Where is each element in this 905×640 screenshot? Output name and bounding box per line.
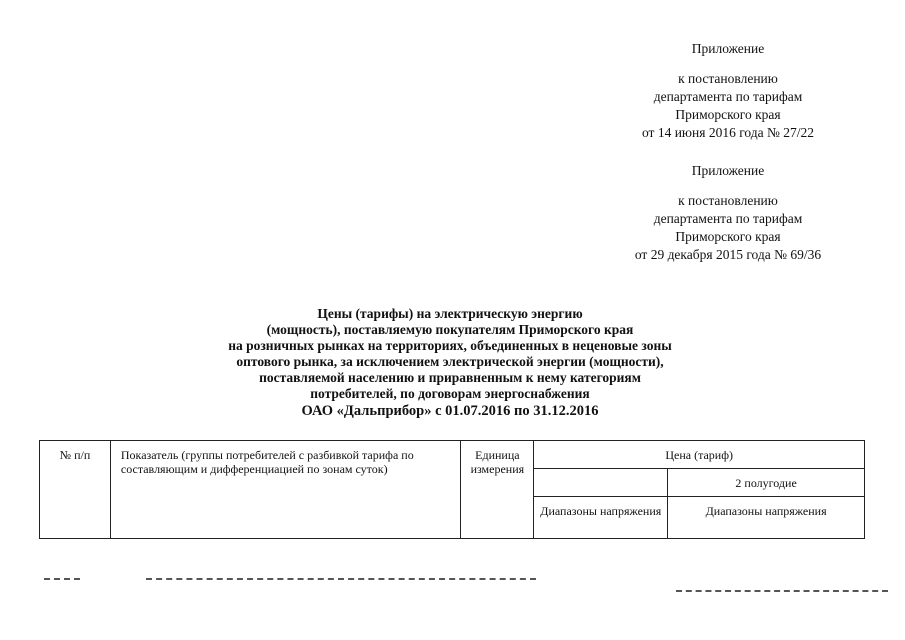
scan-dotted-line	[44, 578, 80, 580]
appendix-1-title: Приложение	[691, 41, 765, 56]
header-indicator: Показатель (группы потребителей с разбивкой тарифа по составляющим и дифференциацией по зонам суток)	[110, 441, 461, 539]
title-line: потребителей, по договорам энергоснабжения	[310, 386, 590, 401]
header-price: Цена (тариф)	[534, 441, 865, 469]
appendix-1-line: департамента по тарифам	[653, 89, 803, 104]
header-voltage-ranges-2: Диапазоны напряжения	[668, 497, 865, 539]
appendix-2-line: от 29 декабря 2015 года № 69/36	[634, 247, 822, 262]
appendix-1-line: Приморского края	[675, 107, 781, 122]
title-line: поставляемой населению и приравненным к нему категориям	[259, 370, 641, 385]
tariff-table	[39, 440, 865, 539]
appendix-block-2	[598, 162, 858, 264]
title-line: Цены (тарифы) на электрическую энергию	[317, 306, 583, 321]
header-number: № п/п	[40, 441, 111, 539]
scan-dotted-line	[676, 590, 888, 592]
header-voltage-ranges-1: Диапазоны напряжения	[534, 497, 668, 539]
header-unit: Единица измерения	[461, 441, 534, 539]
title-line: (мощность), поставляемую покупателям Приморского края	[266, 322, 634, 337]
scan-dotted-line	[146, 578, 536, 580]
appendix-block-1	[598, 40, 858, 142]
appendix-2-line: Приморского края	[675, 229, 781, 244]
document-title	[120, 306, 780, 420]
header-half-year: 2 полугодие	[668, 469, 865, 497]
table-header-row	[40, 441, 865, 469]
appendix-2-title: Приложение	[691, 163, 765, 178]
title-line: оптового рынка, за исключением электрической энергии (мощности),	[236, 354, 664, 369]
title-line: на розничных рынках на территориях, объединенных в неценовые зоны	[228, 338, 672, 353]
appendix-2-line: к постановлению	[678, 193, 778, 208]
header-empty-cell	[534, 469, 668, 497]
appendix-2-line: департамента по тарифам	[653, 211, 803, 226]
appendix-1-line: к постановлению	[678, 71, 778, 86]
title-line: ОАО «Дальприбор» с 01.07.2016 по 31.12.2016	[301, 403, 599, 419]
appendix-1-line: от 14 июня 2016 года № 27/22	[641, 125, 815, 140]
